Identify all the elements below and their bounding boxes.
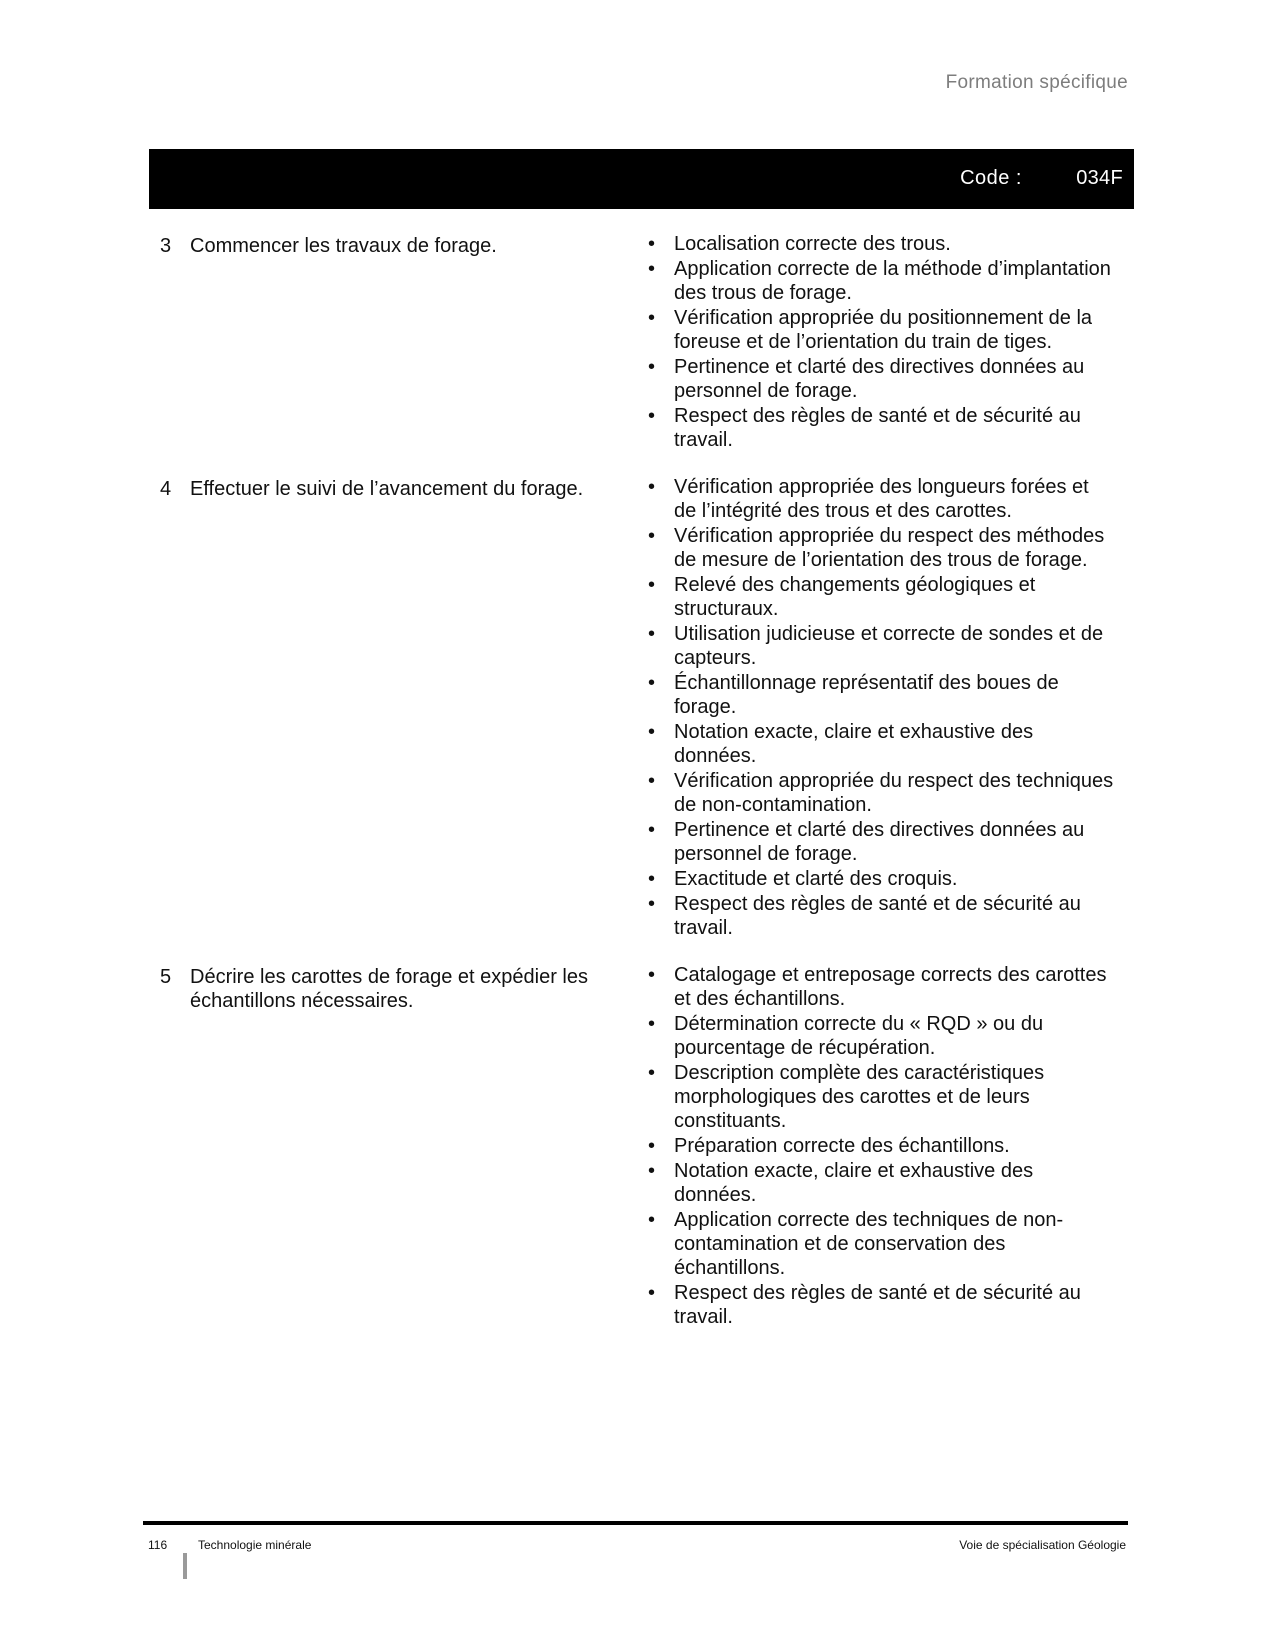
criteria-list — [644, 963, 1114, 1329]
criterion-item: • Détermination correcte du « RQD » ou du pourcentage de récupération. — [644, 1012, 1114, 1060]
criterion-item: • Application correcte des techniques de non-contamination et de conservation des échantillons. — [644, 1208, 1114, 1280]
element-number: 4 — [160, 478, 172, 500]
criterion-item: • Relevé des changements géologiques et structuraux. — [644, 573, 1114, 621]
code-bar — [149, 149, 1134, 209]
criteria-cell — [644, 475, 1114, 941]
element-cell — [160, 475, 640, 941]
criterion-item: • Pertinence et clarté des directives données au personnel de forage. — [644, 355, 1114, 403]
criterion-item: • Notation exacte, claire et exhaustive des données. — [644, 720, 1114, 768]
element-number: 5 — [160, 966, 172, 988]
criterion-item: • Échantillonnage représentatif des boues de forage. — [644, 671, 1114, 719]
criterion-item: • Notation exacte, claire et exhaustive des données. — [644, 1159, 1114, 1207]
page-number: 116 — [148, 1538, 168, 1552]
code-value: 034F — [1076, 167, 1123, 189]
criterion-item: • Catalogage et entreposage corrects des carottes et des échantillons. — [644, 963, 1114, 1011]
criterion-item: • Description complète des caractéristiques morphologiques des carottes et de leurs constituants. — [644, 1061, 1114, 1133]
element-cell — [160, 963, 640, 1330]
criterion-item: • Vérification appropriée du positionnement de la foreuse et de l’orientation du train de tiges. — [644, 306, 1114, 354]
element-text: Commencer les travaux de forage. — [190, 235, 497, 257]
criterion-item: • Application correcte de la méthode d’implantation des trous de forage. — [644, 257, 1114, 305]
criterion-item: • Exactitude et clarté des croquis. — [644, 867, 1114, 891]
criterion-item: • Pertinence et clarté des directives données au personnel de forage. — [644, 818, 1114, 866]
section-label: Formation spécifique — [945, 72, 1128, 93]
competency-row — [160, 232, 1130, 453]
criteria-list — [644, 475, 1114, 940]
competency-row — [160, 963, 1130, 1330]
footer-rule — [143, 1521, 1128, 1525]
criterion-item: • Vérification appropriée du respect des méthodes de mesure de l’orientation des trous de forage. — [644, 524, 1114, 572]
criterion-item: • Respect des règles de santé et de sécurité au travail. — [644, 892, 1114, 940]
competency-table — [160, 232, 1130, 1352]
margin-mark — [183, 1553, 187, 1579]
criteria-cell — [644, 232, 1114, 453]
criterion-item: • Vérification appropriée du respect des techniques de non-contamination. — [644, 769, 1114, 817]
track-title: Voie de spécialisation Géologie — [959, 1538, 1126, 1552]
criteria-cell — [644, 963, 1114, 1330]
criterion-item: • Préparation correcte des échantillons. — [644, 1134, 1114, 1158]
criteria-list — [644, 232, 1114, 452]
element-cell — [160, 232, 640, 453]
criterion-item: • Localisation correcte des trous. — [644, 232, 1114, 256]
element-number: 3 — [160, 235, 172, 257]
element-text: Effectuer le suivi de l’avancement du forage. — [190, 478, 584, 500]
program-title: Technologie minérale — [198, 1538, 312, 1552]
criterion-item: • Utilisation judicieuse et correcte de sondes et de capteurs. — [644, 622, 1114, 670]
criterion-item: • Respect des règles de santé et de sécurité au travail. — [644, 404, 1114, 452]
competency-row — [160, 475, 1130, 941]
criterion-item: • Vérification appropriée des longueurs forées et de l’intégrité des trous et des carottes. — [644, 475, 1114, 523]
criterion-item: • Respect des règles de santé et de sécurité au travail. — [644, 1281, 1114, 1329]
code-label: Code : — [960, 167, 1022, 189]
element-text: Décrire les carottes de forage et expédier les échantillons nécessaires. — [190, 966, 588, 1012]
